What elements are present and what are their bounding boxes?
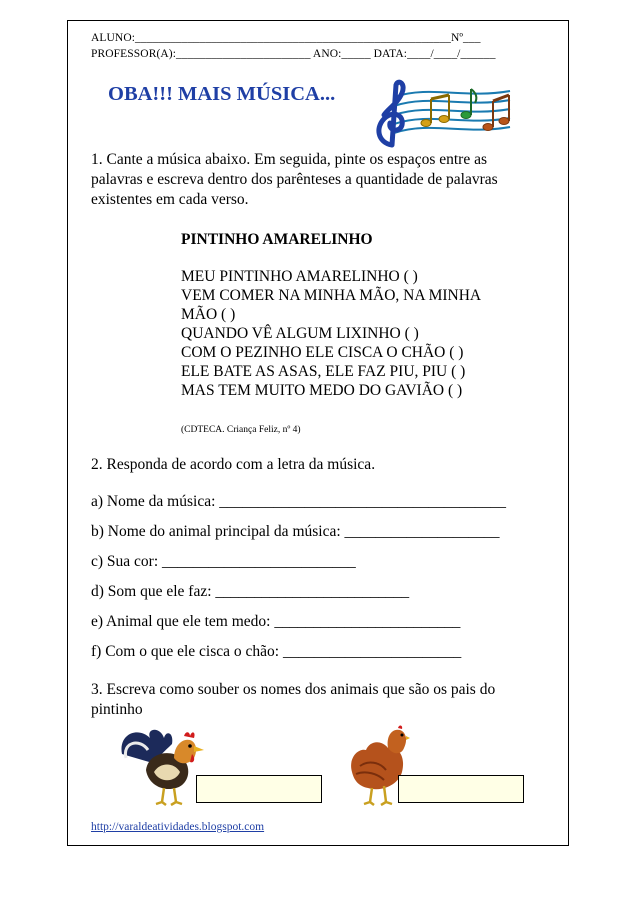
rooster-answer-box[interactable]: [196, 775, 322, 803]
exercise-1-line: palavras e escreva dentro dos parênteses a quantidade de palavras: [91, 171, 498, 188]
treble-clef-icon: [379, 82, 403, 145]
page-title: OBA!!! MAIS MÚSICA...: [108, 83, 336, 105]
question-d: d) Som que ele faz: _________________________: [91, 583, 410, 600]
exercise-3-line: pintinho: [91, 701, 143, 718]
rooster-icon: [121, 730, 204, 805]
teacher-info-line: PROFESSOR(A):_______________________ ANO:_____ DATA:____/____/______: [91, 48, 496, 60]
student-name-line: ALUNO:______________________________________________________Nº___: [91, 32, 481, 44]
hen-answer-box[interactable]: [398, 775, 524, 803]
worksheet-page: [67, 20, 569, 846]
song-verse: MEU PINTINHO AMARELINHO ( ): [181, 268, 418, 285]
exercise-2-prompt: 2. Responda de acordo com a letra da música.: [91, 456, 376, 473]
song-verse: QUANDO VÊ ALGUM LIXINHO ( ): [181, 325, 419, 342]
exercise-1-line: existentes em cada verso.: [91, 191, 249, 208]
song-verse: ELE BATE AS ASAS, ELE FAZ PIU, PIU ( ): [181, 363, 466, 380]
song-verse: MAS TEM MUITO MEDO DO GAVIÃO ( ): [181, 382, 463, 399]
question-e: e) Animal que ele tem medo: ________________________: [91, 613, 461, 630]
question-a: a) Nome da música: _____________________________________: [91, 493, 507, 510]
exercise-1-line: 1. Cante a música abaixo. Em seguida, pinte os espaços entre as: [91, 151, 487, 168]
question-c: c) Sua cor: _________________________: [91, 553, 356, 570]
exercise-3-line: 3. Escreva como souber os nomes dos animais que são os pais do: [91, 681, 496, 698]
music-notes-illustration: [370, 79, 516, 151]
question-b: b) Nome do animal principal da música: ____________________: [91, 523, 500, 540]
song-source: (CDTECA. Criança Feliz, nº 4): [181, 425, 301, 435]
song-title: PINTINHO AMARELINHO: [181, 231, 373, 248]
question-f: f) Com o que ele cisca o chão: _______________________: [91, 643, 462, 660]
song-verse: MÃO ( ): [181, 306, 236, 323]
song-verse: VEM COMER NA MINHA MÃO, NA MINHA: [181, 287, 482, 304]
footer-link[interactable]: http://varaldeatividades.blogspot.com: [91, 821, 265, 833]
song-verse: COM O PEZINHO ELE CISCA O CHÃO ( ): [181, 344, 464, 361]
